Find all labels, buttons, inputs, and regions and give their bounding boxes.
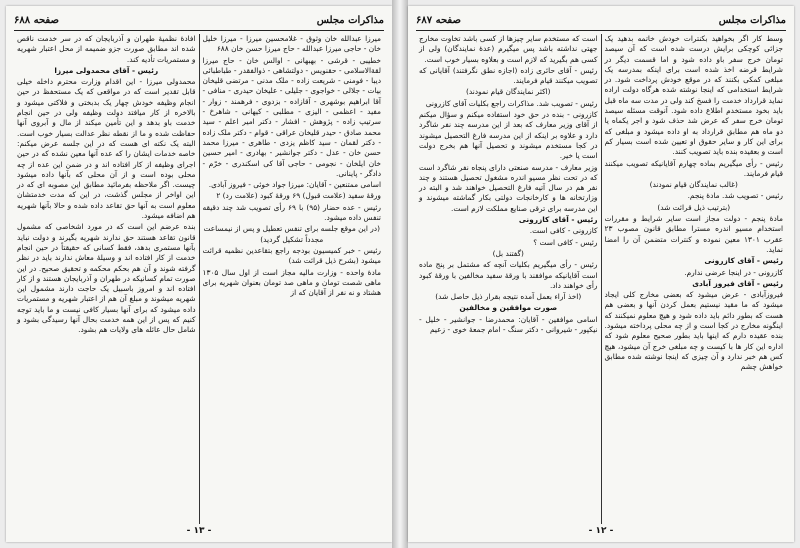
left-page-footer: - ۱۳ - <box>186 526 212 536</box>
paragraph: مادهٔ واحده - وزارت مالیه مجاز است از اول سال ۱۳۰۵ ماهی شصت تومان و ماهی صد تومان بعنوان شهریه برای هشتاد و نه نفر از آقایان که از <box>202 267 381 298</box>
left-page-columns <box>14 34 384 524</box>
paragraph: رئیس - آقای حائری زاده (اجازه نطق نگرفتند) آقایانی که تصویب میکنند قیام فرمایند. <box>419 65 598 86</box>
right-page-title: مذاکرات مجلس <box>718 14 786 26</box>
paragraph: وزیر معارف - مدرسه صنعتی دارای پنجاه نفر شاگرد است که در تحت نظر مسیو اندره مشغول تحصیل هستند و چند نفر هم در سال آتیه فارغ التحصیل خواهند شد و البته در وزارتخانه ها و کارخانجات دولتی بکار گماشته میشوند و این مدرسه برای ترقی صنایع مملکت لازم است. <box>419 162 598 213</box>
right-page-header <box>416 12 786 28</box>
paragraph: رئیس - تصویب شد. مذاکرات راجع بکلیات آقای کازرونی <box>425 98 598 108</box>
paragraph: (در این موقع جلسه برای تنفس تعطیل و پس از نیمساعت مجدداً تشکیل گردید) <box>203 224 380 244</box>
paragraph: رئیس - رأی میگیریم بماده چهارم آقایانیکه تصویب میکنند قیام فرمایند. <box>604 158 783 178</box>
left-page-number: صفحه ۶۸۸ <box>14 14 59 26</box>
paragraph: خطیبی - قرشی - بهبهانی - اوالس خان - حاج میرزا لقةالاسلامی - حقنویس - دولتشاهی - ذوالفقدر - طباطبائی دیبا - فومنی - شریعت زاده - ملک مدنی - مرتضی قلیخان بیات - جلالی - خواجوی - جلیلی - علیخان حیدری - منافی - آقا ابراهیم بوشهری - آقازاده - بزدوی - فرهمند - زوار - مفید - اعظمی - الیزی - مطلبی - کیهانی - شاهرخ - سرتیپ زاده - پژوهش - افشار - دکتر امیر اعلم - سید محمد صادق - حیدر قلیخان عراقی - قوام - دکتر ملک زاده - دکتر لقمان - سید کاظم یزدی - طاهری - میرزا محمد حسن خان - عدل - دکتر جوانشیر - بهادری - امیر حسین خان ایلخان - نجومی - حاجی آقا کی اسکندری - خرّم - دادگر - پاینانی. <box>202 55 381 178</box>
column-divider <box>199 34 200 524</box>
paragraph: اسامی موافقین - آقایان: محمدرضا - جوانشیر - خلیل - نیکپور - شیروانی - دکتر سنگ - امام جمعهٔ خوی - زعیم <box>419 314 598 335</box>
paragraph: مادهٔ پنجم - دولت مجاز است سایر شرایط و مقررات استخدام مسیو اندره مسترا مطابق قانون مصوب ۲۳ عقرب ۱۳۰۱ معین نموده و کنترات متضمن آن را امضا نماید. <box>604 214 783 254</box>
paragraph: رئیس - عده حضار (۹۵) با ۶۹ رأی تصویب شد چند دقیقه تنفس داده میشود. <box>202 202 381 223</box>
right-page-left-column <box>416 34 601 524</box>
paragraph: ورقهٔ سفید (علامت قبول) ۶۹ ورقهٔ کبود (علامت رد) ۲ <box>216 191 381 201</box>
left-page <box>6 6 392 542</box>
right-header-rule <box>416 30 786 31</box>
paragraph: رئیس - تصویب شد. مادهٔ پنجم. <box>687 191 783 201</box>
paragraph: (اکثر نمایندگان قیام نمودند) <box>465 87 551 97</box>
paragraph: اسامی ممتنعین - آقایان: میرزا جواد خوئی - فیروز آبادی. <box>208 180 381 190</box>
paragraph: رئیس - رأی میگیریم بکلیات آنچه که مشتمل بر پنج ماده است آقایانیکه موافقند با ورقهٔ سفید مخالفین با ورقهٔ کبود رأی خواهند داد. <box>419 260 598 290</box>
left-page-left-column <box>14 34 199 524</box>
paragraph: وسط کار اگر بخواهید بکنترات خودش خاتمه بدهید یک جزائی کوچکی برایش درست شده است که آن سیصد تومان خرج سفر باو داده شود و اما قسمت دیگر در شرایط قرضه اخذ شده است برای اینکه بمدرسه یک مبلغی کمکی بکنند که در موقع خودش پرداخت شود. در شرایط استخدامی که اینجا نوشته شده هرگاه دولت اراده نماید قرارداد خدمت را فسخ کند ولی در مدت سه ماه قبل باید بخود مستخدم اطلاع داده شود. آنوقت مسئله سیصد تومان خرج سفر که عرض شد حذف شود و اجر یکماه یا دو ماه هم مطابق قرارداد به او داده میشود و مبلغی که برای این کار و سایر حقوق او تعیین شده است بسیار کم است و بعقیده بنده باید تصویب کنند. <box>604 34 783 157</box>
right-page-number: صفحه ۶۸۷ <box>416 14 461 26</box>
paragraph: کازرونی - در اینجا عرضی ندارم. <box>684 267 783 277</box>
paragraph: کازرونی - بنده در حق خود استفاده میکنم و سؤال میکنم از آقای وزیر معارف که بعد از این مدرسه چند نفر شاگرد دارد و علاوه بر اینکه از این مدرسه فارغ التحصیل میشوند در کجا مستخدم میشوند و تحصیل آنها هم بخرج دولت است یا خیر. <box>419 110 598 161</box>
speaker-heading: رئیس - آقای فیروز آبادی <box>692 278 783 288</box>
paragraph: رئیس - خبر کمیسیون بودجه راجع بتقاعدین نظمیه قرائت میشود (بشرح ذیل قرائت شد) <box>202 245 381 266</box>
paragraph: (اخذ آراء بعمل آمده نتیجه بقرار ذیل حاصل شد) <box>435 292 582 302</box>
speaker-heading: رئیس - آقای کازرونی <box>518 215 598 225</box>
paragraph: (غالب نمایندگان قیام نمودند) <box>649 180 738 190</box>
left-page-title: مذاکرات مجلس <box>316 14 384 26</box>
paragraph: میرزا عبدالله خان وثوق - غلامحسین میرزا - میرزا خلیل خان - حاجی میرزا عبدالله - حاج میرزا حسن خان ۶۸۸ <box>202 34 381 54</box>
right-page-columns <box>416 34 786 524</box>
speaker-heading: رئیس - آقای محمدولی میرزا <box>54 65 159 75</box>
left-page-right-column <box>200 34 385 524</box>
paragraph: (گفتند بل) <box>492 248 524 258</box>
paragraph: است که مستخدم سایر چیزها از کسی باشد تخاوت مخارج جهتی نداشته باشد پس میگیرم (عدهٔ نمایندگان) ولی از کسی هم بگیرید که لازم است و بعلاوه بسیار خوب است. <box>419 34 598 64</box>
paragraph: محمدولی میرزا - این اقدام وزارت محترم داخله خیلی قابل تقدیر است که در مواقعی که یک مستحفظ در حین انجام وظیفه خودش چهار یک بدبختی و فلاکتی میشود و بالاخره از کار میافتد دولت وظیفه ولی در حین انجام خدمت باو بدهد و این تأمین میکند از مال و آبروی آنها حفاظت شده و ما از نقطه نظر عدالت بسیار خوب است. البته یک نکته ای هست که در این جلسه عرض میکنم: خاصه خدمات ایشان را که عده آنها معین نشده که در حین اجرای وظیفه از کار افتاده اند و در ضمن این عده از چه محلی بوده است و از آن محلی که بآنها داده میشود چیست. اگر ملاحظه بفرمائید مطابق این مصوبه ای که در این اواخر از مجلس گذشت، در این که مدت خدمتشان معلوم است به آنها حق تقاعد داده شده و حالا بآنها شهریه هم اضافه میشود. <box>17 77 196 221</box>
left-header-rule <box>14 30 384 31</box>
speaker-heading: رئیس - آقای کازرونی <box>704 256 783 266</box>
right-page <box>408 6 794 542</box>
paragraph: (بترتیب ذیل قرائت شد) <box>657 202 731 212</box>
section-heading: صورت موافقین و مخالفین <box>459 303 558 313</box>
paragraph: رئیس - کافی است ؟ <box>533 237 598 247</box>
left-page-header <box>14 12 384 28</box>
paragraph: کازرونی - کافی است. <box>529 226 598 236</box>
paragraph: فیروزآبادی - عرض میشود که بعضی مخارج کلی ایجاد میشود که ما مقید نیستیم بعمل کردن آنها و بعضی هم هست که بطور دائم باید داده شود و هیچ معلوم نمیکنند که اینگونه مخارج در کجا است و از چه محلی پرداخته میشود. بنده عقیده دارم که اینها باید بطور صحیح معلوم شود که اداره این کار ها با کیست و چه مبلغی خرج آن میشود، هیچ کس هم خبر ندارد و آن چیزی که اینجا نوشته شده مطابق خواهش چشم <box>604 290 783 372</box>
paragraph: افادهٔ نظمیهٔ طهران و آذربایجان که در سر خدمت ناقص شده اند مطابق صورت جزو ضمیمه از محل اعتبار شهریه و مستمریات تأدیه کند. <box>17 34 196 64</box>
right-page-right-column <box>602 34 787 524</box>
book-gutter <box>392 0 408 548</box>
column-divider <box>601 34 602 524</box>
paragraph: بنده عرضم این است که در مورد اشخاصی که مشمول قانون تقاعد هستند حق ندارند شهریه بگیرند و دولت نباید بآنها مستمری بدهد، فقط کسانی که حقیقتاً در حین انجام خدمت از کار افتاده اند و وسیلهٔ معاش ندارند باید در نظر گرفته شوند و آن هم بحکم محکمه و تحقیق صحیح. در این صورت تمام کسانیکه در طهران و آذربایجان هستند و از کار افتاده اند و امروز باسبیل یک حاجت دارند مشمول این شهریه میشوند و مبلغ آن هم از اعتبار شهریه و مستمریات داده میشود که برای آنها بسیار کافی نیست و ما باید توجه کنیم که پس از این همه خدمت بحال آنها رسیدگی بشود و شامل حال عائله های ولایات هم بشود. <box>17 222 196 335</box>
right-page-footer: - ۱۲ - <box>588 526 614 536</box>
